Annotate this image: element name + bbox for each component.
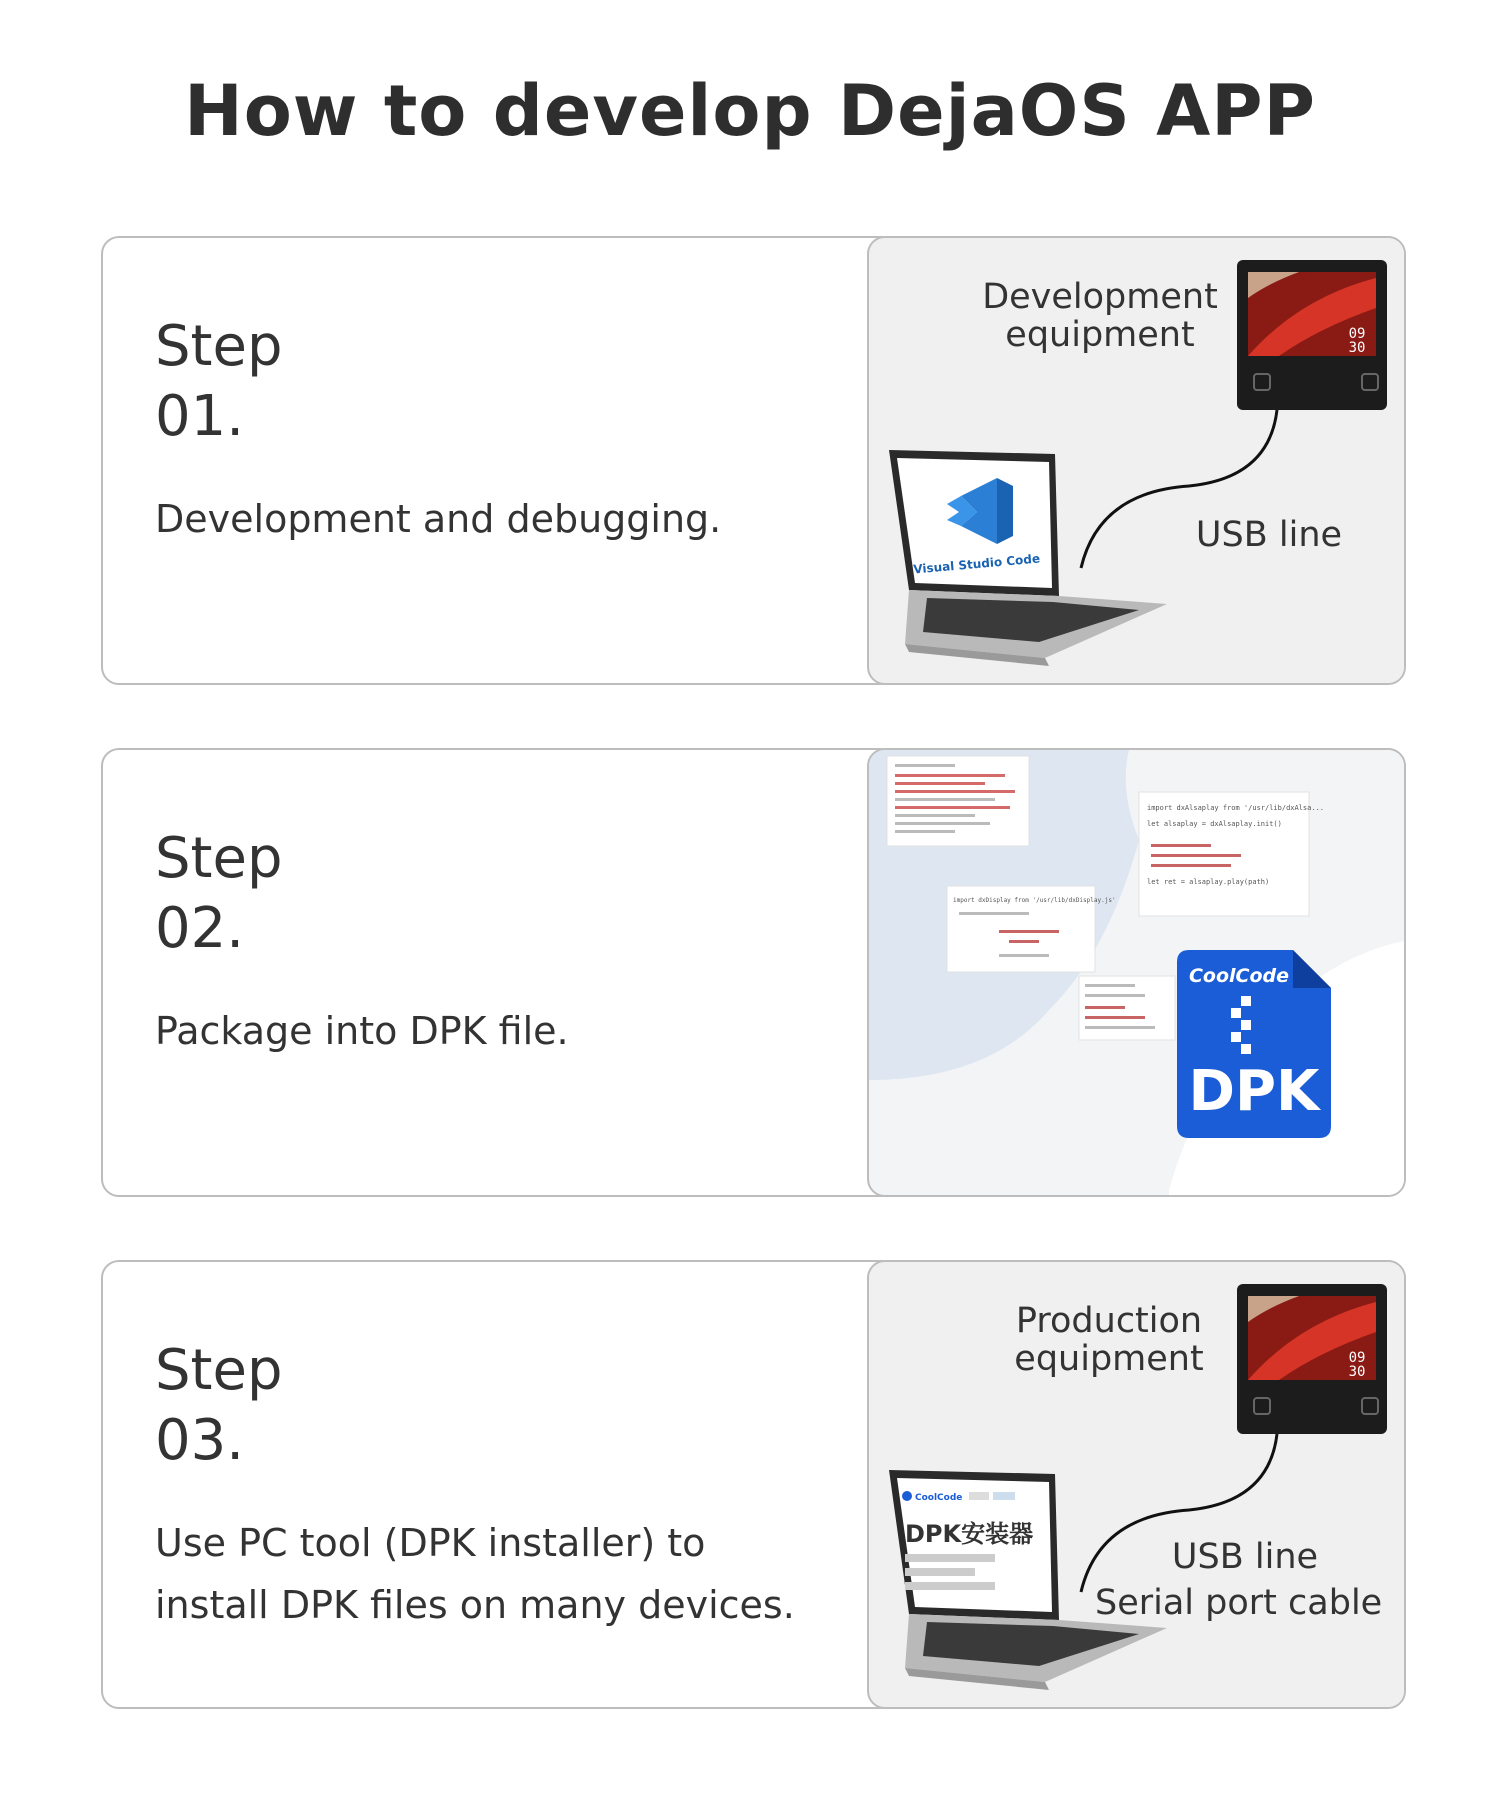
device-label-line1: Development [982, 277, 1218, 317]
step-label: Step [155, 314, 283, 379]
code-line: import dxAlsaplay from '/usr/lib/dxAlsa... [1147, 804, 1325, 812]
code-line: import dxDisplay from '/usr/lib/dxDisplay.js' [953, 897, 1116, 904]
laptop-screen-text: Visual Studio Code [912, 551, 1041, 577]
step-text-1 [155, 238, 835, 683]
step-illustration-3 [867, 1260, 1406, 1709]
step-card-3 [101, 1260, 1406, 1709]
step-illustration-1 [867, 236, 1406, 685]
svg-text:30: 30 [1348, 1364, 1366, 1380]
device-label-line2: equipment [1005, 315, 1195, 355]
device-label-line2: equipment [1014, 1339, 1204, 1379]
laptop-screen-brand: CoolCode [915, 1493, 963, 1503]
step-label: Step [155, 826, 283, 891]
step-label: Step [155, 1338, 283, 1403]
svg-text:30: 30 [1348, 340, 1366, 356]
laptop-screen-text: DPK安装器 [905, 1520, 1034, 1548]
step-description: Package into DPK file. [155, 1009, 569, 1053]
step-number: 03. [155, 1408, 245, 1473]
code-line: let alsaplay = dxAlsaplay.init() [1147, 820, 1282, 828]
step-description-line1: Use PC tool (DPK installer) to [155, 1521, 706, 1565]
dev-device-icon [1237, 260, 1387, 410]
cable-label-usb: USB line [1171, 1537, 1319, 1577]
device-label [979, 1302, 1239, 1378]
svg-text:09: 09 [1348, 326, 1366, 342]
production-device-icon [1237, 1284, 1387, 1434]
code-line: let ret = alsaplay.play(path) [1147, 878, 1270, 886]
page-title: How to develop DejaOS APP [184, 70, 1316, 152]
badge-brand: CoolCode [1188, 965, 1290, 987]
code-card [947, 886, 1116, 972]
dpk-file-icon [1177, 950, 1331, 1138]
cable-label-serial: Serial port cable [1095, 1583, 1383, 1623]
step-illustration-2 [867, 748, 1406, 1197]
svg-text:09: 09 [1348, 1350, 1366, 1366]
step-card-2 [101, 748, 1406, 1197]
step-card-1 [101, 236, 1406, 685]
step-text-2 [155, 750, 835, 1195]
laptop-icon [889, 1470, 1167, 1690]
code-card [887, 756, 1029, 846]
code-card [1079, 976, 1175, 1040]
laptop-icon [889, 450, 1167, 666]
step-number: 01. [155, 384, 245, 449]
cable-label: USB line [1195, 515, 1343, 555]
dpk-package-illustration [869, 750, 1406, 1197]
step-description-line2: install DPK files on many devices. [155, 1583, 795, 1627]
step-description [155, 1512, 835, 1636]
badge-text: DPK [1188, 1059, 1320, 1124]
code-card [1139, 792, 1324, 916]
device-label [965, 278, 1235, 354]
step-description: Development and debugging. [155, 497, 722, 541]
device-label-line1: Production [1015, 1301, 1203, 1341]
step-text-3 [155, 1262, 835, 1707]
step-number: 02. [155, 896, 245, 961]
